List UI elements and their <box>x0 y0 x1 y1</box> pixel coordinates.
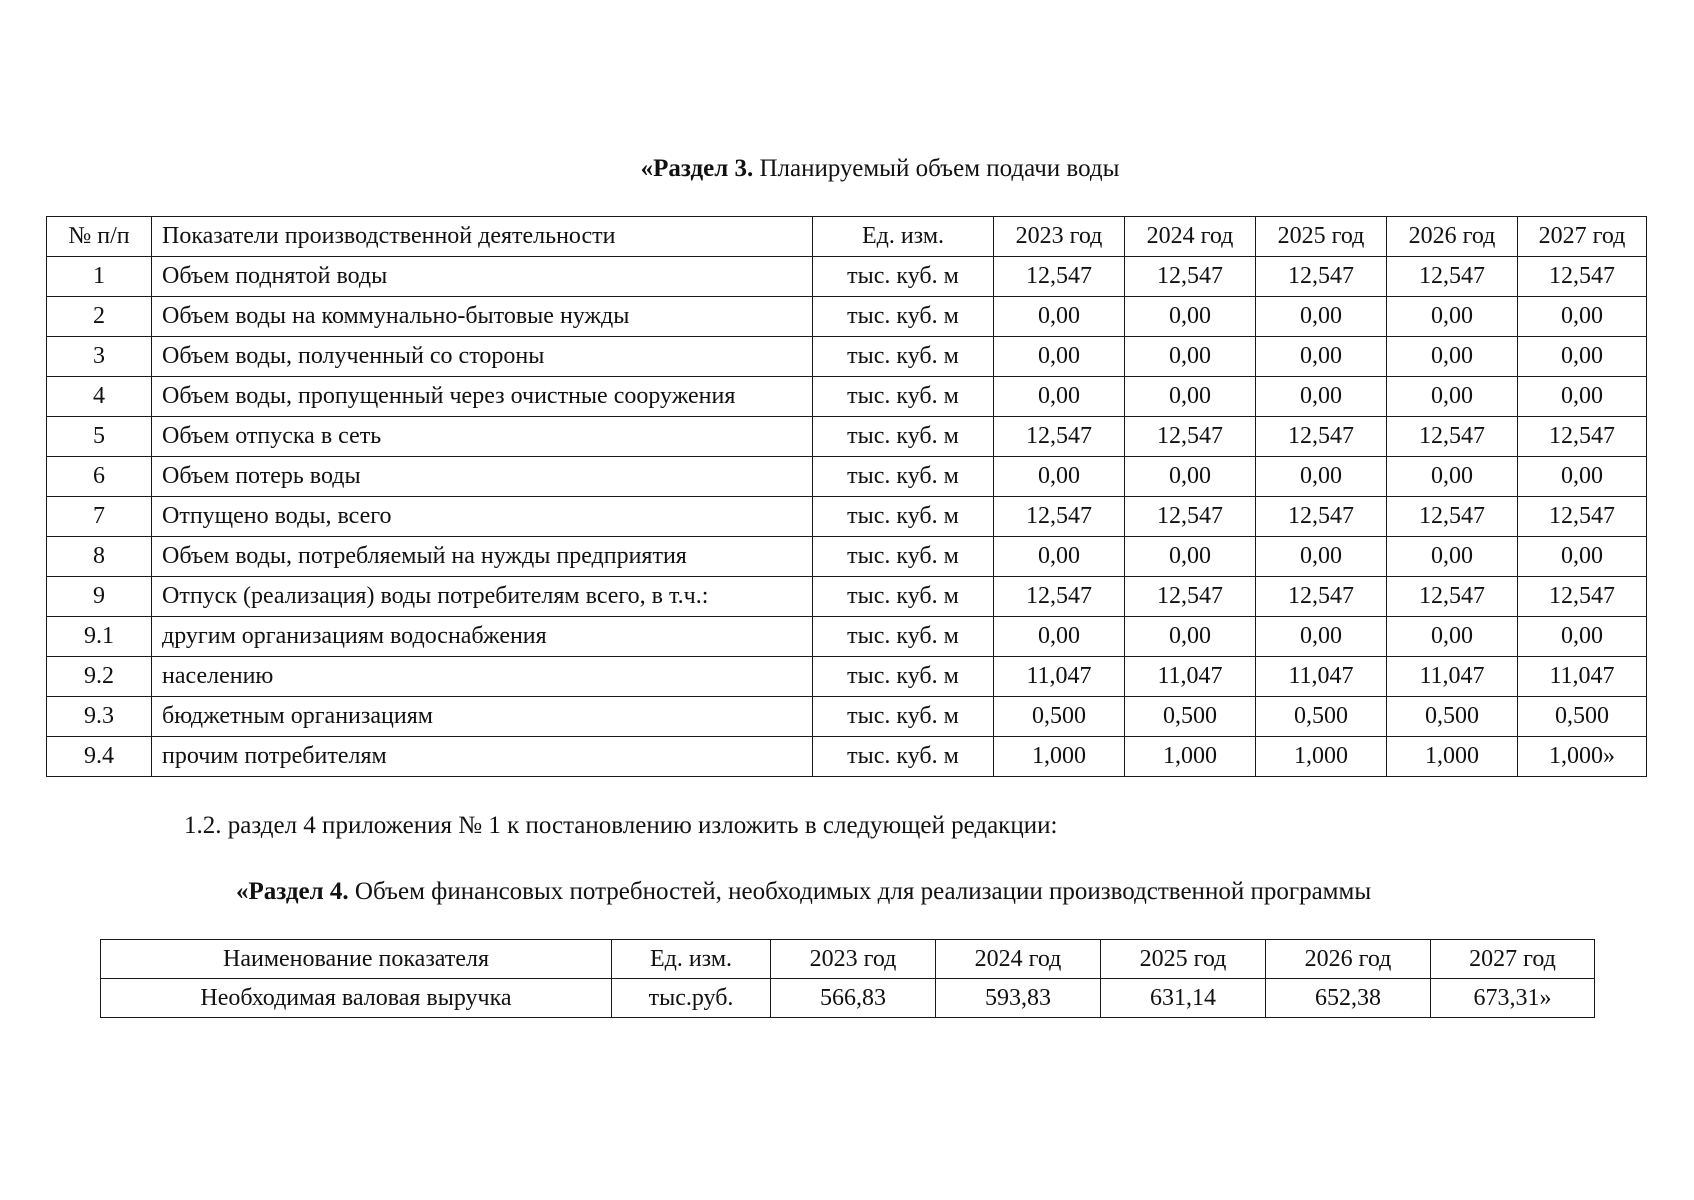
value-2027: 0,00 <box>1518 337 1647 377</box>
value-2026: 0,00 <box>1387 297 1518 337</box>
value-2025: 12,547 <box>1256 417 1387 457</box>
row-unit: тыс. куб. м <box>813 457 994 497</box>
value-2027: 0,00 <box>1518 537 1647 577</box>
row-unit: тыс. куб. м <box>813 737 994 777</box>
value-2024: 0,00 <box>1125 377 1256 417</box>
row-number: 9.2 <box>47 657 152 697</box>
row-number: 3 <box>47 337 152 377</box>
section-4-header-row <box>101 940 1595 979</box>
value-2027: 673,31» <box>1431 979 1595 1018</box>
value-2023: 0,500 <box>994 697 1125 737</box>
row-unit: тыс.руб. <box>612 979 771 1018</box>
row-number: 9.3 <box>47 697 152 737</box>
value-2023: 12,547 <box>994 577 1125 617</box>
section-3-title <box>0 154 1694 184</box>
value-2024: 12,547 <box>1125 417 1256 457</box>
row-number: 9.4 <box>47 737 152 777</box>
value-2026: 12,547 <box>1387 417 1518 457</box>
row-number: 4 <box>47 377 152 417</box>
header-indicator: Показатели производственной деятельности <box>152 217 813 257</box>
value-2024: 0,500 <box>1125 697 1256 737</box>
value-2024: 0,00 <box>1125 337 1256 377</box>
header-unit: Ед. изм. <box>813 217 994 257</box>
row-number: 9 <box>47 577 152 617</box>
row-indicator: прочим потребителям <box>152 737 813 777</box>
value-2026: 1,000 <box>1387 737 1518 777</box>
value-2027: 12,547 <box>1518 417 1647 457</box>
row-indicator: Отпущено воды, всего <box>152 497 813 537</box>
value-2026: 0,500 <box>1387 697 1518 737</box>
row-indicator: бюджетным организациям <box>152 697 813 737</box>
header-year-2026: 2026 год <box>1266 940 1431 979</box>
value-2024: 593,83 <box>936 979 1101 1018</box>
row-unit: тыс. куб. м <box>813 577 994 617</box>
row-number: 1 <box>47 257 152 297</box>
section-4-title <box>236 877 1371 907</box>
row-unit: тыс. куб. м <box>813 377 994 417</box>
row-unit: тыс. куб. м <box>813 617 994 657</box>
value-2026: 0,00 <box>1387 617 1518 657</box>
header-year-2027: 2027 год <box>1518 217 1647 257</box>
value-2027: 1,000» <box>1518 737 1647 777</box>
value-2025: 12,547 <box>1256 577 1387 617</box>
header-year-2024: 2024 год <box>1125 217 1256 257</box>
amendment-paragraph: 1.2. раздел 4 приложения № 1 к постановлению изложить в следующей редакции: <box>184 812 1058 839</box>
row-number: 7 <box>47 497 152 537</box>
value-2023: 0,00 <box>994 297 1125 337</box>
value-2025: 12,547 <box>1256 497 1387 537</box>
value-2024: 12,547 <box>1125 497 1256 537</box>
value-2026: 12,547 <box>1387 257 1518 297</box>
value-2024: 0,00 <box>1125 297 1256 337</box>
value-2023: 0,00 <box>994 337 1125 377</box>
row-number: 2 <box>47 297 152 337</box>
value-2024: 11,047 <box>1125 657 1256 697</box>
table-row <box>47 737 1647 777</box>
value-2023: 566,83 <box>771 979 936 1018</box>
value-2027: 0,00 <box>1518 617 1647 657</box>
value-2025: 0,00 <box>1256 537 1387 577</box>
section-3-title-text: Планируемый объем подачи воды <box>753 155 1120 182</box>
value-2024: 0,00 <box>1125 617 1256 657</box>
value-2024: 0,00 <box>1125 457 1256 497</box>
section-4-title-bold: «Раздел 4. <box>236 878 349 905</box>
value-2025: 0,00 <box>1256 297 1387 337</box>
row-number: 9.1 <box>47 617 152 657</box>
row-unit: тыс. куб. м <box>813 497 994 537</box>
value-2026: 12,547 <box>1387 497 1518 537</box>
value-2027: 0,500 <box>1518 697 1647 737</box>
header-unit: Ед. изм. <box>612 940 771 979</box>
value-2025: 0,00 <box>1256 377 1387 417</box>
row-unit: тыс. куб. м <box>813 337 994 377</box>
table-row <box>47 657 1647 697</box>
header-year-2023: 2023 год <box>771 940 936 979</box>
table-row <box>47 617 1647 657</box>
header-year-2026: 2026 год <box>1387 217 1518 257</box>
value-2027: 12,547 <box>1518 577 1647 617</box>
value-2027: 12,547 <box>1518 497 1647 537</box>
row-unit: тыс. куб. м <box>813 697 994 737</box>
header-indicator-name: Наименование показателя <box>101 940 612 979</box>
value-2026: 0,00 <box>1387 457 1518 497</box>
value-2023: 0,00 <box>994 617 1125 657</box>
value-2026: 11,047 <box>1387 657 1518 697</box>
table-row <box>47 257 1647 297</box>
section-4-title-text: Объем финансовых потребностей, необходимых для реализации производственной программы <box>348 878 1372 905</box>
table-row <box>47 297 1647 337</box>
header-year-2024: 2024 год <box>936 940 1101 979</box>
row-indicator: Объем воды, полученный со стороны <box>152 337 813 377</box>
value-2027: 12,547 <box>1518 257 1647 297</box>
value-2023: 12,547 <box>994 417 1125 457</box>
row-number: 8 <box>47 537 152 577</box>
header-year-2025: 2025 год <box>1256 217 1387 257</box>
table-row <box>101 979 1595 1018</box>
value-2025: 631,14 <box>1101 979 1266 1018</box>
table-row <box>47 377 1647 417</box>
value-2026: 0,00 <box>1387 377 1518 417</box>
value-2023: 0,00 <box>994 537 1125 577</box>
row-indicator: Необходимая валовая выручка <box>101 979 612 1018</box>
value-2027: 11,047 <box>1518 657 1647 697</box>
header-year-2027: 2027 год <box>1431 940 1595 979</box>
value-2027: 0,00 <box>1518 377 1647 417</box>
row-indicator: Отпуск (реализация) воды потребителям всего, в т.ч.: <box>152 577 813 617</box>
value-2025: 0,00 <box>1256 617 1387 657</box>
value-2025: 12,547 <box>1256 257 1387 297</box>
table-row <box>47 417 1647 457</box>
row-indicator: населению <box>152 657 813 697</box>
value-2023: 12,547 <box>994 497 1125 537</box>
table-row <box>47 497 1647 537</box>
value-2026: 0,00 <box>1387 537 1518 577</box>
section-3-table <box>46 216 1647 777</box>
row-unit: тыс. куб. м <box>813 257 994 297</box>
value-2024: 0,00 <box>1125 537 1256 577</box>
row-number: 5 <box>47 417 152 457</box>
row-indicator: Объем потерь воды <box>152 457 813 497</box>
value-2023: 11,047 <box>994 657 1125 697</box>
value-2026: 0,00 <box>1387 337 1518 377</box>
row-unit: тыс. куб. м <box>813 537 994 577</box>
row-indicator: Объем воды, пропущенный через очистные сооружения <box>152 377 813 417</box>
value-2026: 652,38 <box>1266 979 1431 1018</box>
section-3-header-row <box>47 217 1647 257</box>
row-unit: тыс. куб. м <box>813 417 994 457</box>
table-row <box>47 697 1647 737</box>
value-2023: 0,00 <box>994 457 1125 497</box>
value-2025: 0,00 <box>1256 457 1387 497</box>
table-row <box>47 537 1647 577</box>
value-2024: 12,547 <box>1125 577 1256 617</box>
section-3-title-bold: «Раздел 3. <box>640 155 754 182</box>
row-indicator: Объем воды, потребляемый на нужды предприятия <box>152 537 813 577</box>
row-indicator: другим организациям водоснабжения <box>152 617 813 657</box>
header-number: № п/п <box>47 217 152 257</box>
header-year-2025: 2025 год <box>1101 940 1266 979</box>
row-indicator: Объем воды на коммунально-бытовые нужды <box>152 297 813 337</box>
row-number: 6 <box>47 457 152 497</box>
value-2027: 0,00 <box>1518 297 1647 337</box>
value-2024: 1,000 <box>1125 737 1256 777</box>
value-2023: 0,00 <box>994 377 1125 417</box>
row-indicator: Объем поднятой воды <box>152 257 813 297</box>
header-year-2023: 2023 год <box>994 217 1125 257</box>
value-2025: 0,500 <box>1256 697 1387 737</box>
section-4-table <box>100 939 1595 1018</box>
value-2025: 11,047 <box>1256 657 1387 697</box>
value-2023: 1,000 <box>994 737 1125 777</box>
value-2027: 0,00 <box>1518 457 1647 497</box>
value-2024: 12,547 <box>1125 257 1256 297</box>
table-row <box>47 577 1647 617</box>
value-2026: 12,547 <box>1387 577 1518 617</box>
value-2023: 12,547 <box>994 257 1125 297</box>
row-indicator: Объем отпуска в сеть <box>152 417 813 457</box>
row-unit: тыс. куб. м <box>813 297 994 337</box>
table-row <box>47 337 1647 377</box>
value-2025: 0,00 <box>1256 337 1387 377</box>
row-unit: тыс. куб. м <box>813 657 994 697</box>
table-row <box>47 457 1647 497</box>
value-2025: 1,000 <box>1256 737 1387 777</box>
